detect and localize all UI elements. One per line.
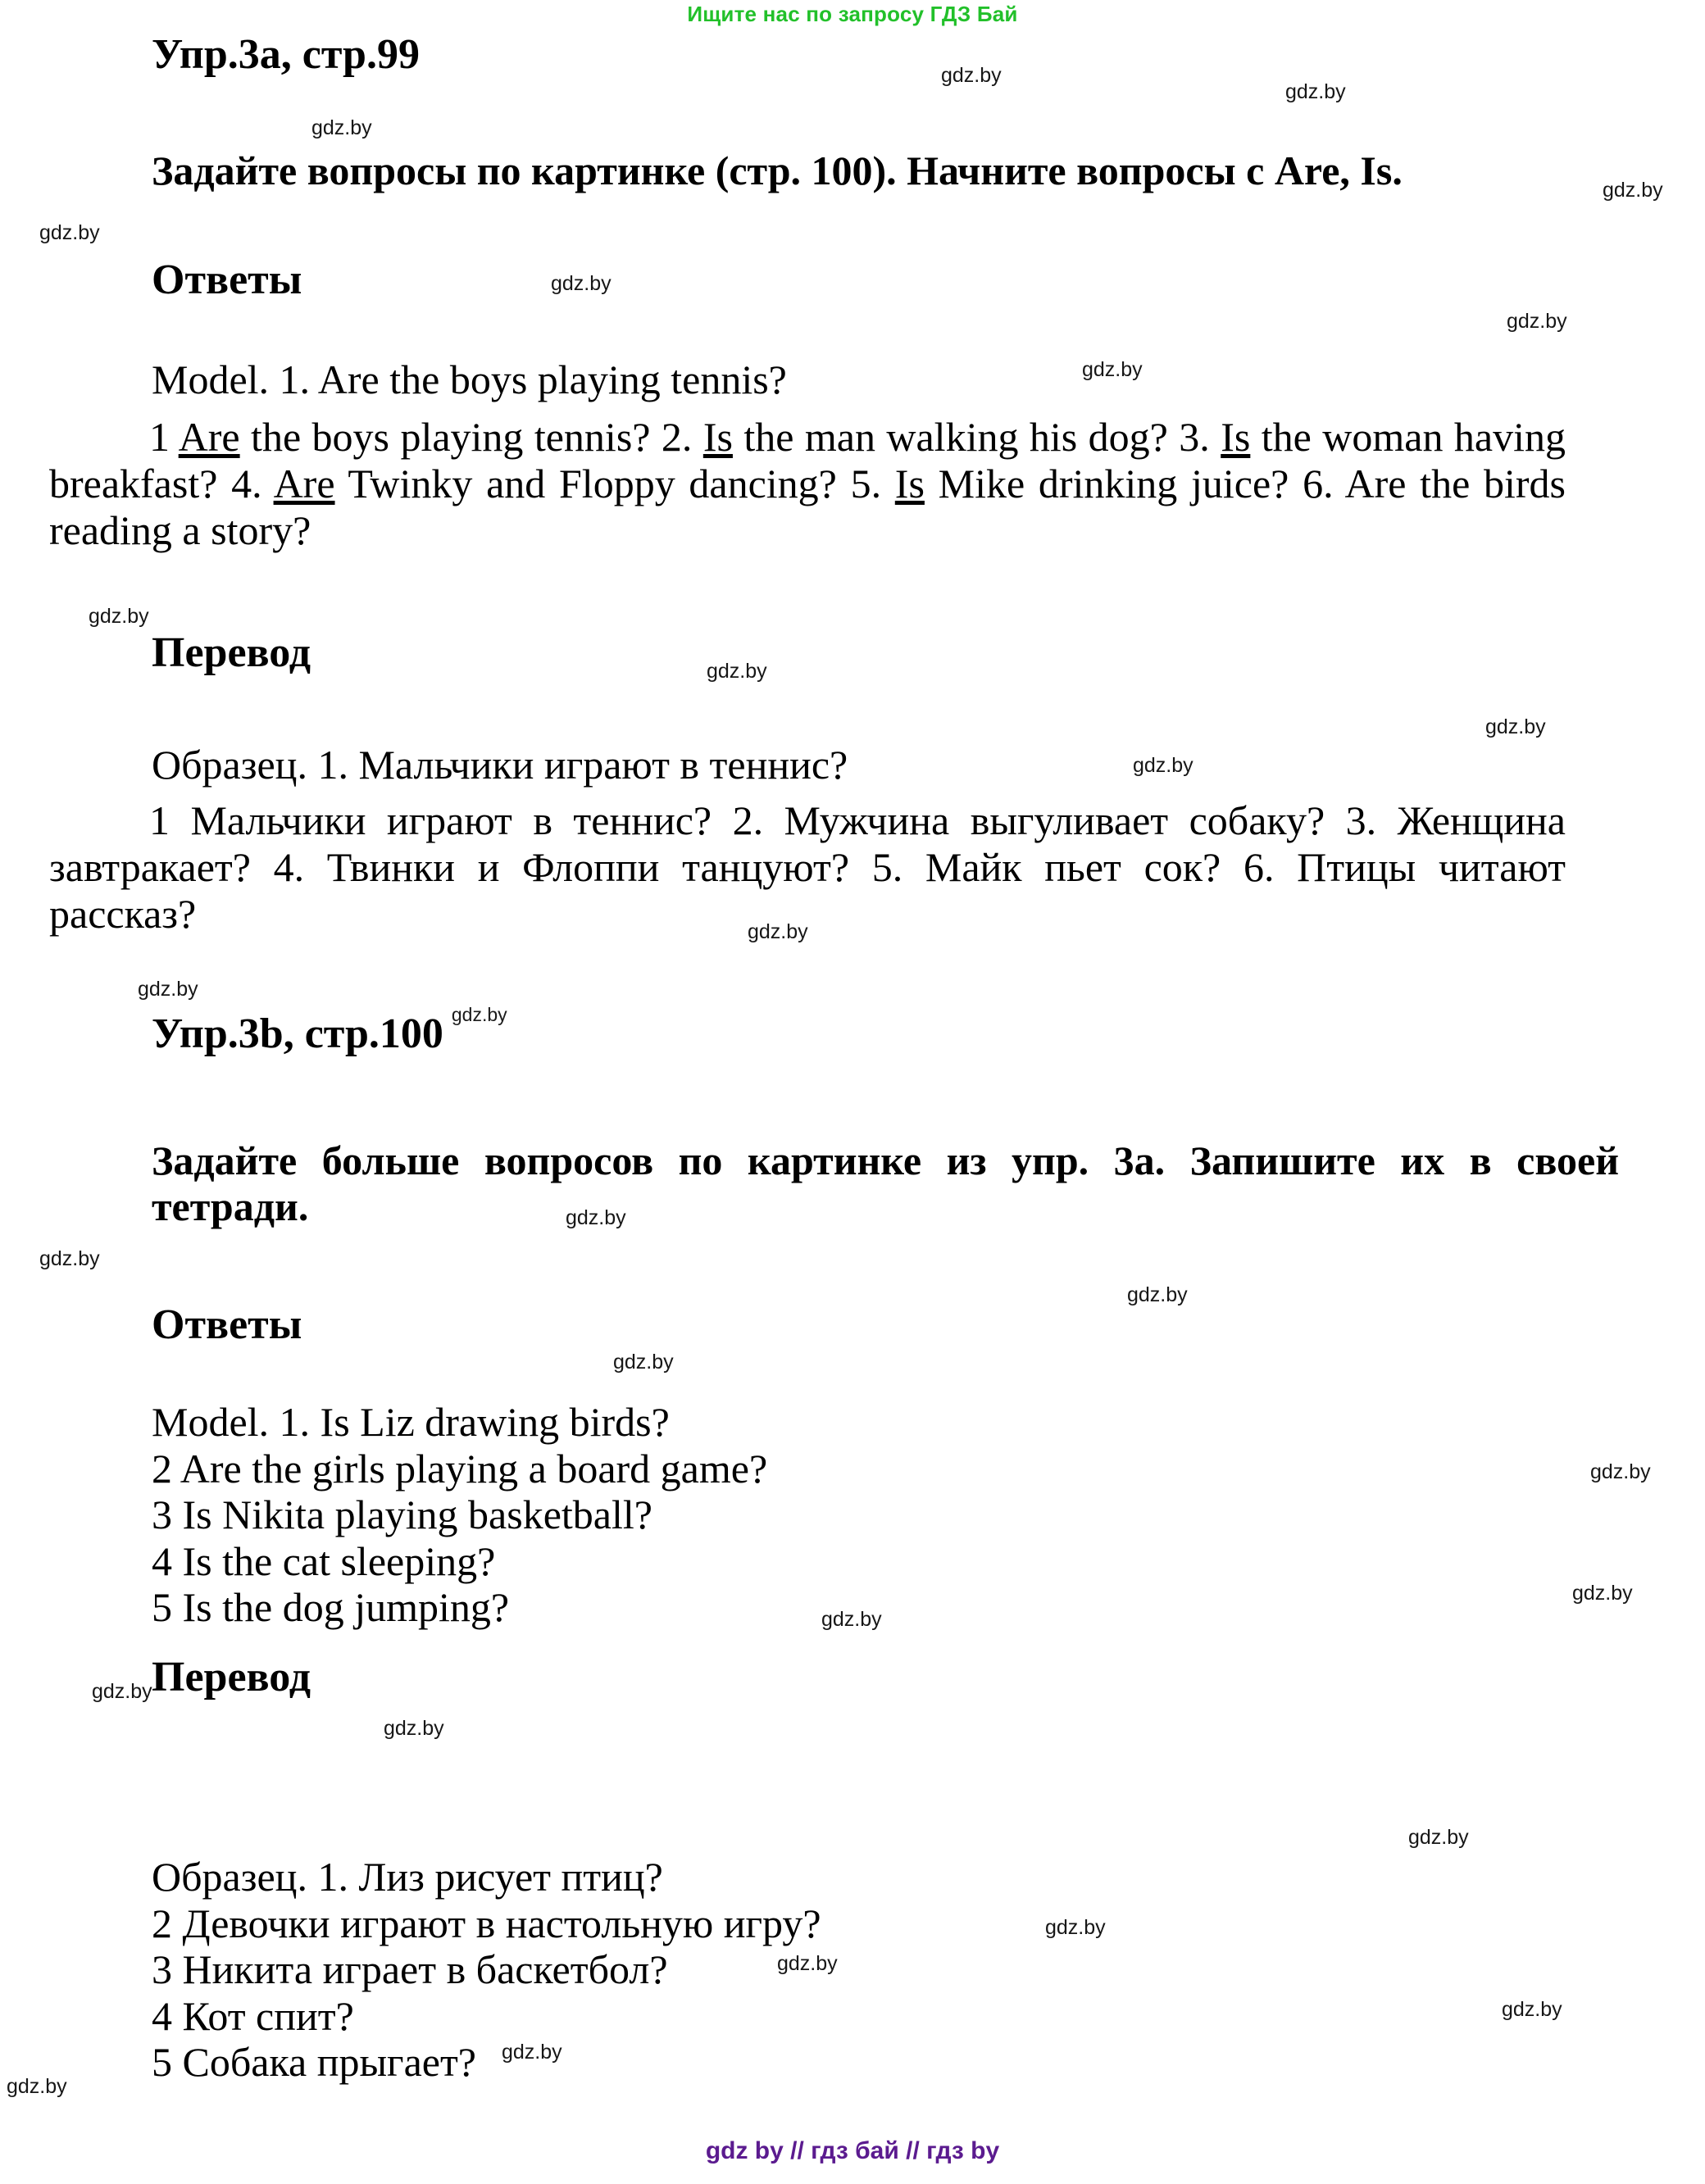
exercise-3b-answer-line: 2 Are the girls playing a board game?: [152, 1445, 768, 1492]
watermark: gdz.by: [1133, 754, 1194, 777]
watermark: gdz.by: [1502, 1998, 1562, 2021]
answers-underline-1: Are: [178, 414, 240, 460]
exercise-3b-task: Задайте больше вопросов по картинке из упр. 3a. Запишите их в своей тетради.: [152, 1137, 1619, 1229]
watermark: gdz.by: [613, 1351, 674, 1374]
answers-seg-2: the boys playing tennis? 2.: [239, 414, 703, 460]
watermark: gdz.by: [138, 978, 198, 1001]
exercise-3a-task: Задайте вопросы по картинке (стр. 100). Начните вопросы с Are, Is.: [152, 148, 1403, 193]
watermark: gdz.by: [748, 920, 808, 943]
watermark: gdz.by: [39, 221, 100, 244]
answers-seg-1: 1: [149, 414, 179, 460]
answers-seg-6: Mike drinking juice? 6. Are the birds reading a story?: [49, 461, 1566, 553]
exercise-3a-translation-heading: Перевод: [152, 629, 311, 676]
watermark: gdz.by: [821, 1608, 882, 1631]
answers-seg-5: Twinky and Floppy dancing? 5.: [334, 461, 895, 506]
watermark: gdz.by: [777, 1952, 838, 1975]
watermark: gdz.by: [311, 116, 372, 139]
watermark: gdz.by: [1572, 1582, 1633, 1605]
answers-seg-3: the man walking his dog? 3.: [732, 414, 1221, 460]
site-footer: gdz by // гдз бай // гдз by: [705, 2137, 1000, 2164]
watermark: gdz.by: [384, 1717, 444, 1740]
exercise-3a-translation-model: Образец. 1. Мальчики играют в теннис?: [152, 742, 848, 788]
watermark: gdz.by: [502, 2041, 562, 2064]
watermark: gdz.by: [1045, 1916, 1106, 1939]
watermark-superscript: gdz.by: [451, 1003, 507, 1025]
exercise-3b-translation-line: Образец. 1. Лиз рисует птиц?: [152, 1854, 663, 1900]
exercise-3a-title: Упр.3a, стр.99: [152, 31, 420, 78]
exercise-3b-answer-line: 3 Is Nikita playing basketball?: [152, 1492, 652, 1537]
answers-seg-4: the woman having breakfast? 4.: [49, 414, 1566, 506]
exercise-3b-answer-line: 5 Is the dog jumping?: [152, 1584, 510, 1630]
promo-banner: Ищите нас по запросу ГДЗ Бай: [687, 2, 1018, 26]
exercise-3b-answers-heading: Ответы: [152, 1301, 302, 1348]
exercise-3b-translation-heading: Перевод: [152, 1654, 311, 1700]
watermark: gdz.by: [1082, 358, 1143, 381]
watermark: gdz.by: [551, 272, 612, 295]
watermark: gdz.by: [1590, 1460, 1651, 1483]
watermark: gdz.by: [1507, 310, 1567, 333]
watermark: gdz.by: [1485, 715, 1546, 738]
watermark: gdz.by: [1408, 1826, 1469, 1849]
answers-underline-3: Is: [1221, 414, 1251, 460]
exercise-3a-answers-paragraph: [0, 414, 1611, 554]
watermark: gdz.by: [7, 2075, 67, 2098]
exercise-3b-translation-line: 5 Собака прыгает?: [152, 2039, 476, 2085]
watermark: gdz.by: [566, 1206, 626, 1229]
exercise-3b-translation-line: 4 Кот спит?: [152, 1992, 354, 2039]
exercise-3b-answer-line: 4 Is the cat sleeping?: [152, 1537, 496, 1584]
exercise-3b-answer-line: Model. 1. Is Liz drawing birds?: [152, 1399, 670, 1445]
answers-underline-4: Are: [273, 461, 335, 506]
watermark: gdz.by: [1285, 80, 1346, 103]
exercise-3b-translation-line: 3 Никита играет в баскетбол?: [152, 1946, 668, 1992]
watermark: gdz.by: [941, 64, 1002, 87]
exercise-3a-answer-model: Model. 1. Are the boys playing tennis?: [152, 356, 787, 402]
watermark: gdz.by: [1603, 179, 1663, 202]
exercise-3a-answers-heading: Ответы: [152, 257, 302, 303]
watermark: gdz.by: [89, 605, 149, 628]
exercise-3a-translation-paragraph: 1 Мальчики играют в теннис? 2. Мужчина выгуливает собаку? 3. Женщина завтракает? 4. Твинки и Флоппи танцуют? 5. Майк пьет сок? 6. Птицы читают рассказ?: [49, 797, 1566, 937]
watermark: gdz.by: [39, 1247, 100, 1270]
answers-underline-5: Is: [894, 461, 925, 506]
exercise-3b-translation-line: 2 Девочки играют в настольную игру?: [152, 1900, 821, 1946]
answers-underline-2: Is: [702, 414, 733, 460]
watermark: gdz.by: [707, 660, 767, 683]
exercise-3b-title-text: Упр.3b, стр.100: [152, 1010, 443, 1057]
watermark: gdz.by: [92, 1680, 152, 1703]
exercise-3b-title: [0, 1003, 1705, 1057]
watermark: gdz.by: [1127, 1283, 1188, 1306]
